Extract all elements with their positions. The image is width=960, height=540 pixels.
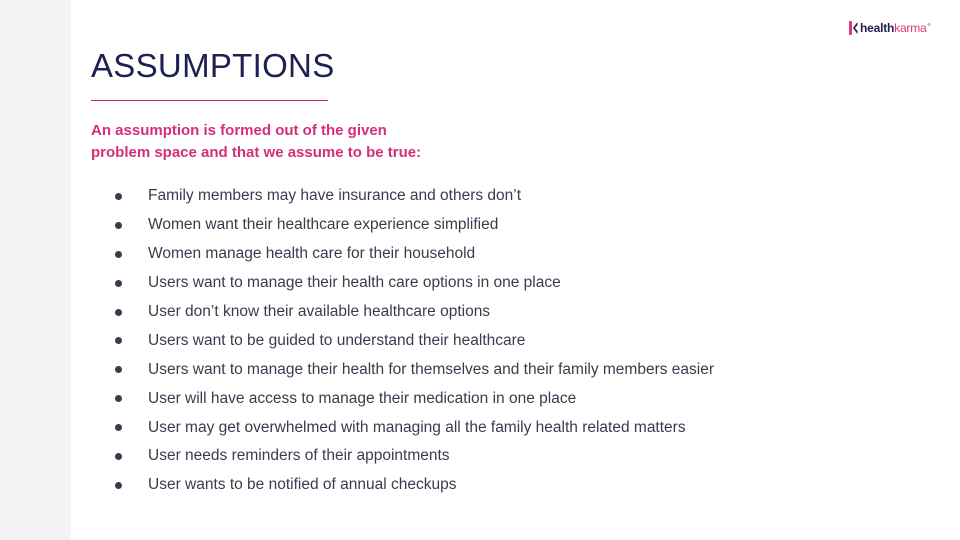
healthkarma-logo bbox=[849, 20, 930, 36]
list-item-text: Women want their healthcare experience simplified bbox=[148, 216, 499, 234]
bullet-icon bbox=[115, 482, 122, 489]
list-item-text: Family members may have insurance and others don’t bbox=[148, 187, 522, 205]
list-item bbox=[108, 326, 714, 355]
list-item-text: User will have access to manage their medication in one place bbox=[148, 389, 577, 407]
list-item-text: User may get overwhelmed with managing all the family health related matters bbox=[148, 418, 686, 436]
bullet-icon bbox=[115, 280, 122, 287]
bullet-icon bbox=[115, 337, 122, 344]
list-item bbox=[108, 471, 714, 500]
list-item bbox=[108, 413, 714, 442]
page-title: ASSUMPTIONS bbox=[91, 47, 335, 84]
bullet-icon bbox=[115, 222, 122, 229]
bullet-icon bbox=[115, 453, 122, 460]
list-item-text: User wants to be notified of annual checkups bbox=[148, 476, 457, 494]
assumption-list bbox=[108, 182, 714, 500]
bullet-icon bbox=[115, 424, 122, 431]
list-item-text: Women manage health care for their household bbox=[148, 245, 476, 263]
bullet-icon bbox=[115, 251, 122, 258]
list-item bbox=[108, 211, 714, 240]
intro-line-2: problem space and that we assume to be true: bbox=[91, 144, 422, 161]
list-item-text: Users want to manage their health care options in one place bbox=[148, 274, 561, 292]
logo-registered-mark: ® bbox=[927, 22, 931, 27]
logo-text-health: health bbox=[860, 21, 895, 35]
list-item-text: Users want to be guided to understand their healthcare bbox=[148, 331, 526, 349]
healthkarma-mark-icon bbox=[849, 21, 858, 35]
list-item bbox=[108, 240, 714, 269]
list-item bbox=[108, 182, 714, 211]
logo-text-karma: karma bbox=[894, 21, 927, 35]
bullet-icon bbox=[115, 309, 122, 316]
list-item-text: User don’t know their available healthcare options bbox=[148, 303, 491, 320]
list-item-text: Users want to manage their health for themselves and their family members easier bbox=[148, 360, 714, 378]
intro-text bbox=[91, 120, 491, 164]
list-item-text: User needs reminders of their appointments bbox=[148, 447, 450, 465]
list-item bbox=[108, 355, 714, 384]
intro-line-1: An assumption is formed out of the given bbox=[91, 122, 387, 139]
list-item bbox=[108, 269, 714, 298]
list-item bbox=[108, 442, 714, 471]
list-item bbox=[108, 384, 714, 413]
left-side-bar bbox=[0, 0, 71, 540]
title-underline bbox=[91, 100, 328, 101]
bullet-icon bbox=[115, 193, 122, 200]
bullet-icon bbox=[115, 395, 122, 402]
bullet-icon bbox=[115, 366, 122, 373]
list-item bbox=[108, 298, 714, 327]
